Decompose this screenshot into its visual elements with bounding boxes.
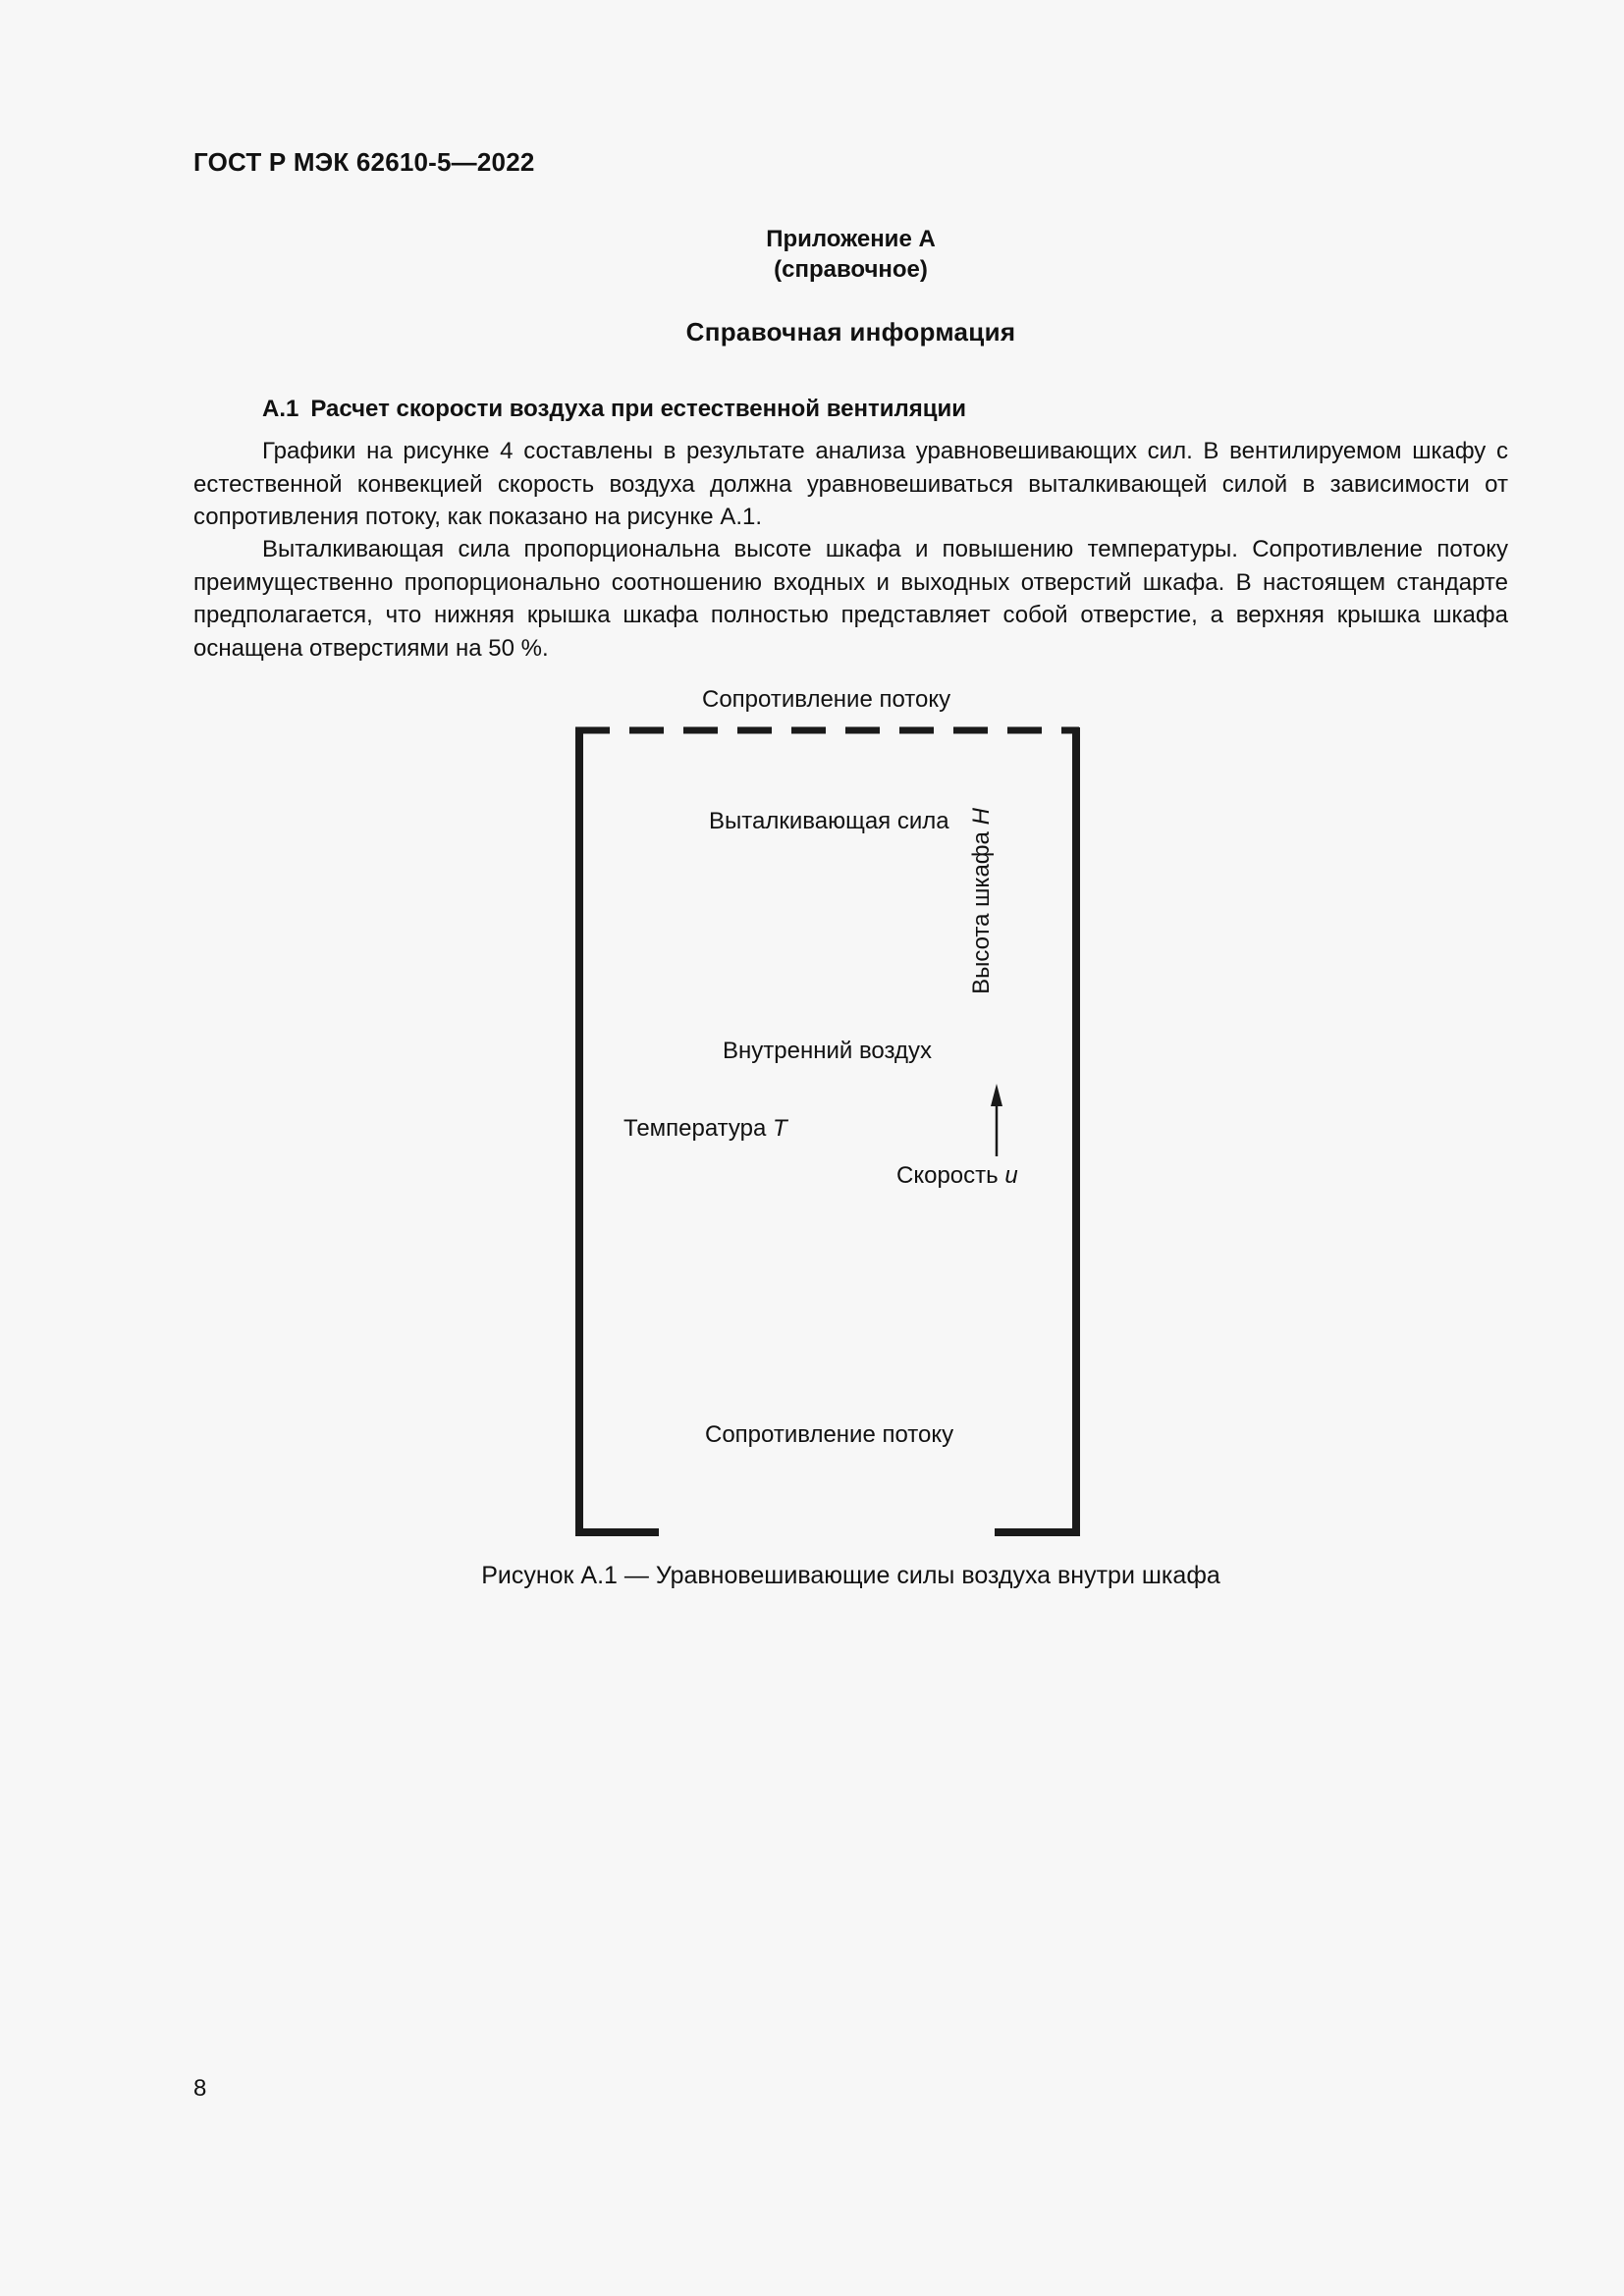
appendix-title: Приложение А (766, 226, 936, 252)
appendix-type: (справочное) (774, 256, 928, 283)
speed-text: Скорость (896, 1162, 999, 1189)
subsection-heading (262, 396, 966, 423)
temperature-text: Температура (623, 1115, 767, 1142)
temperature-label (623, 1115, 787, 1143)
speed-symbol: u (1004, 1162, 1018, 1189)
subsection-number: А.1 (262, 396, 299, 422)
paragraph-1: Графики на рисунке 4 составлены в результате анализа уравновешивающих сил. В вентилируемом шкафу с естественной конвекцией скорость воздуха должна уравновешиваться выталкивающей силой в зависимости от сопротивления потоку, как показано на рисунке А.1. (193, 438, 1508, 530)
height-symbol: H (968, 808, 995, 826)
buoyancy-label: Выталкивающая сила (709, 808, 949, 834)
height-text: Высота шкафа (968, 831, 995, 994)
speed-arrow-head (991, 1084, 1002, 1106)
figure-caption: Рисунок А.1 — Уравновешивающие силы воздуха внутри шкафа (481, 1562, 1220, 1589)
bottom-resistance-label: Сопротивление потоку (705, 1421, 954, 1448)
temperature-symbol: T (773, 1115, 787, 1142)
inner-air-label: Внутренний воздух (723, 1038, 932, 1064)
top-resistance-label: Сопротивление потоку (702, 686, 951, 713)
speed-label (896, 1162, 1018, 1190)
document-header: ГОСТ Р МЭК 62610-5—2022 (193, 147, 535, 177)
paragraph-2: Выталкивающая сила пропорциональна высоте шкафа и повышению температуры. Сопротивление потоку преимущественно пропорционально соотношению входных и выходных отверстий шкафа. В настоящем стандарте предполагается, что нижняя крышка шкафа полностью представляет собой отверстие, а верхняя крышка шкафа оснащена отверстиями на 50 %. (193, 536, 1508, 662)
cabinet-height-label (968, 808, 996, 994)
subsection-title: Расчет скорости воздуха при естественной вентиляции (310, 396, 966, 422)
page-number: 8 (193, 2075, 207, 2102)
section-title: Справочная информация (685, 317, 1016, 347)
